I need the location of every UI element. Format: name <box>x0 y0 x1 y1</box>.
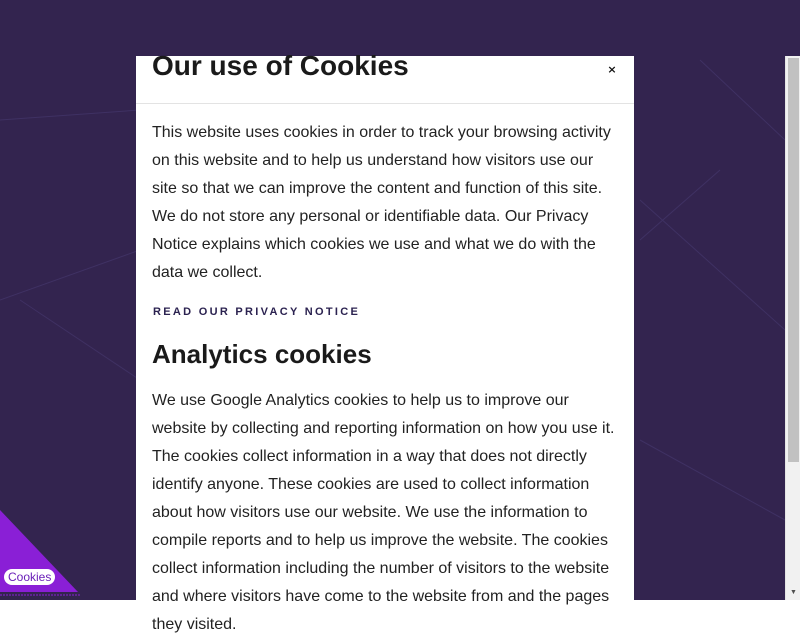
analytics-heading: Analytics cookies <box>152 339 372 369</box>
scrollbar-thumb[interactable] <box>788 58 799 462</box>
intro-text: This website uses cookies in order to track your browsing activity on this website and to help us understand how visitors use our site so that we can improve the content and function of this site. We do not store any personal or identifiable data. Our Privacy Notice explains which cookies we use and what we do with the data we collect. <box>152 124 611 281</box>
cookie-modal <box>136 50 634 633</box>
modal-header <box>136 50 634 104</box>
modal-body <box>152 119 622 639</box>
close-button[interactable]: × <box>604 61 620 77</box>
page-scrollbar[interactable] <box>785 56 800 600</box>
modal-title: Our use of Cookies <box>152 50 409 81</box>
scroll-down-icon[interactable]: ▼ <box>790 589 797 596</box>
cookies-settings-button[interactable]: Cookies <box>4 569 55 585</box>
privacy-notice-link[interactable]: READ OUR PRIVACY NOTICE <box>153 306 361 318</box>
analytics-text: We use Google Analytics cookies to help us to improve our website by collecting and reporting information on how you use it. The cookies collect information in a way that does not directly identify anyone. These cookies are used to collect information about how visitors use our website. We use the information to compile reports and to help us improve the website. The cookies collect information including the number of visitors to the website and where visitors have come to the website from and the pages they visited. <box>152 392 615 633</box>
cookie-corner-decoration <box>0 510 80 600</box>
